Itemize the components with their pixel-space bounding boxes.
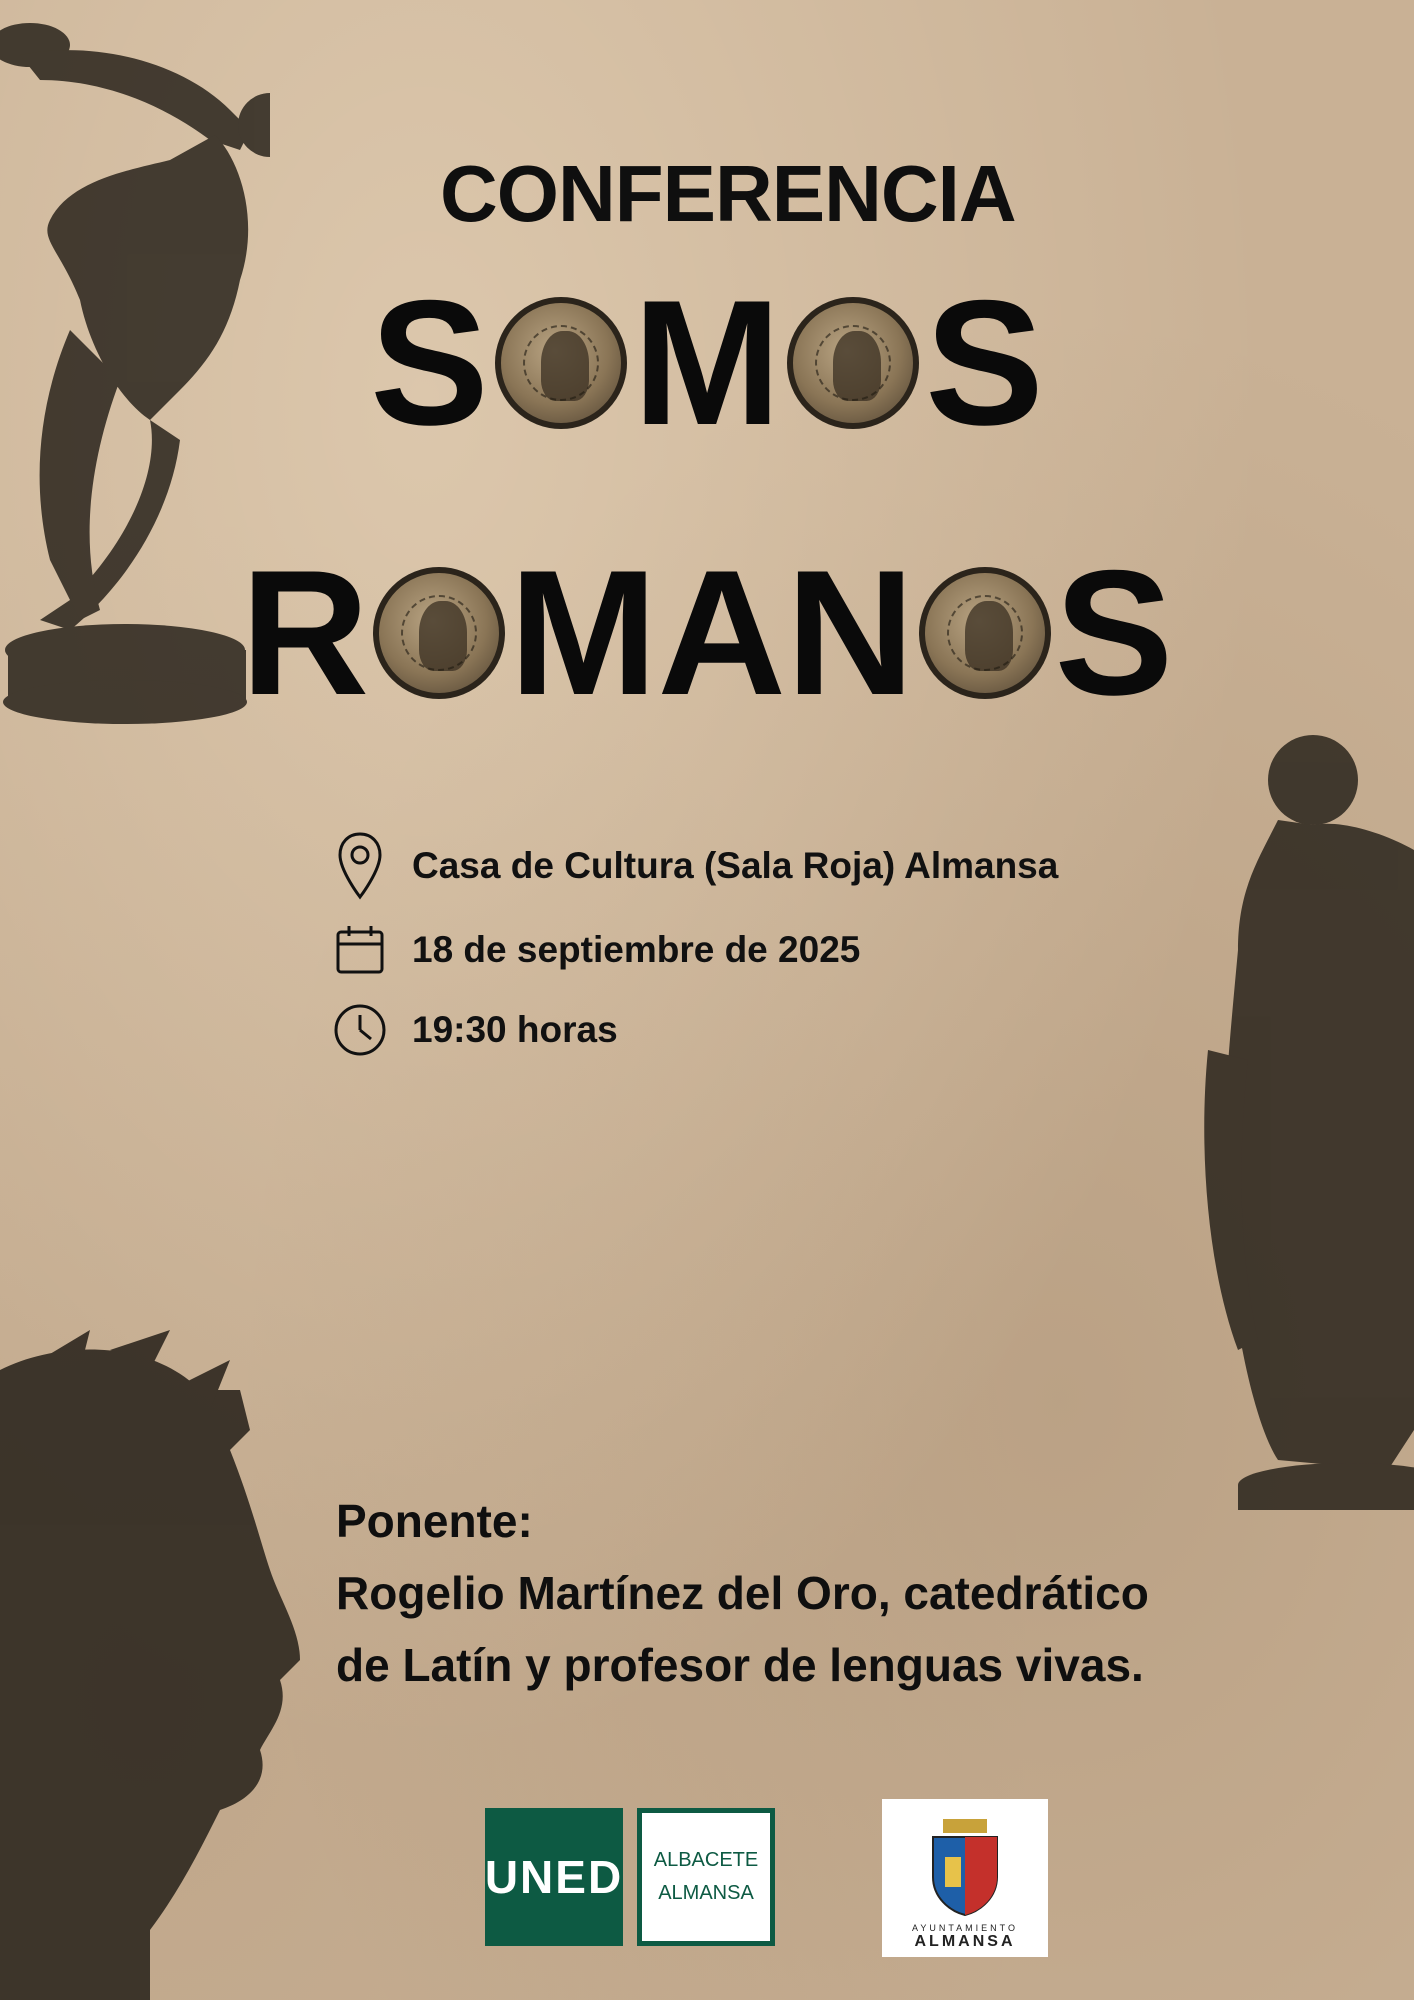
- time-row: [332, 1002, 618, 1058]
- location-row: [332, 838, 1058, 894]
- calendar-icon: [332, 922, 388, 978]
- title-letter: MAN: [509, 532, 915, 732]
- center-name-2: ALMANSA: [658, 1882, 754, 1904]
- coin-icon: [787, 297, 919, 429]
- time-text: 19:30 horas: [412, 1009, 618, 1050]
- speaker-line-2: de Latín y profesor de lenguas vivas.: [336, 1639, 1144, 1691]
- speaker-block: [336, 1485, 1236, 1701]
- coin-icon: [919, 567, 1051, 699]
- uned-center-logo: [637, 1808, 775, 1946]
- title-letter: R: [240, 532, 370, 732]
- ayto-label-small: AYUNTAMIENTO: [911, 1923, 1018, 1933]
- location-text: Casa de Cultura (Sala Roja) Almansa: [412, 845, 1059, 886]
- ayuntamiento-logo: [882, 1799, 1048, 1957]
- poster-kicker: CONFERENCIA: [440, 149, 1016, 238]
- coin-icon: [495, 297, 627, 429]
- date-row: [332, 922, 860, 978]
- map-pin-icon: [332, 838, 388, 894]
- coat-of-arms-icon: [925, 1817, 1005, 1917]
- laureate-head-illustration: [0, 1330, 310, 2000]
- clock-icon: [332, 1002, 388, 1058]
- draped-statue-illustration: [1198, 730, 1414, 1530]
- date-text: 18 de septiembre de 2025: [412, 929, 861, 970]
- speaker-line-1: Rogelio Martínez del Oro, catedrático: [336, 1567, 1149, 1619]
- title-letter: M: [632, 262, 782, 462]
- coin-icon: [373, 567, 505, 699]
- title-line-1: [0, 262, 1414, 462]
- title-letter: S: [370, 262, 489, 462]
- uned-logo: UNED: [485, 1808, 623, 1946]
- ayto-label-big: ALMANSA: [914, 1933, 1016, 1950]
- speaker-label: Ponente:: [336, 1495, 533, 1547]
- title-letter: S: [1054, 532, 1174, 732]
- title-line-2: [0, 532, 1414, 732]
- title-letter: S: [925, 262, 1044, 462]
- center-name-1: ALBACETE: [653, 1849, 759, 1871]
